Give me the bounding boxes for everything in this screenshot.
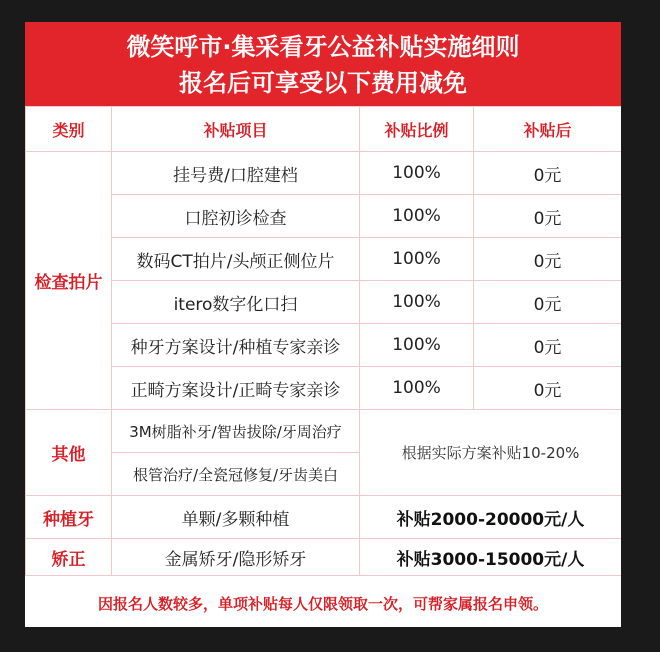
title-banner [25,22,621,106]
item-cell: 挂号费/口腔建档 [112,152,360,195]
subsidy-table [25,106,621,576]
ratio-cell: 100% [360,195,474,238]
after-cell: 0元 [474,195,622,238]
category-implant: 种植牙 [26,496,112,539]
after-cell: 0元 [474,281,622,324]
item-cell: 正畸方案设计/正畸专家亲诊 [112,367,360,410]
table-row [26,496,622,539]
table-row [26,324,622,367]
after-cell: 0元 [474,238,622,281]
footer-notice: 因报名人数较多，单项补贴每人仅限领取一次，可帮家属报名申领。 [97,595,548,613]
category-other: 其他 [26,410,112,496]
title-line-1: 微笑呼市·集采看牙公益补贴实施细则 [126,33,520,61]
other-subsidy-note: 根据实际方案补贴10-20% [360,410,622,496]
after-cell: 0元 [474,367,622,410]
ratio-cell: 100% [360,324,474,367]
item-cell: 单颗/多颗种植 [112,496,360,539]
ratio-cell: 100% [360,367,474,410]
ortho-subsidy: 补贴3000-15000元/人 [360,539,622,576]
table-row [26,195,622,238]
item-cell: 3M树脂补牙/智齿拔除/牙周治疗 [112,410,360,453]
item-cell: 种牙方案设计/种植专家亲诊 [112,324,360,367]
table-row [26,410,622,453]
table-row [26,238,622,281]
table-row [26,152,622,195]
subsidy-card [25,22,621,627]
header-ratio: 补贴比例 [360,107,474,152]
table-row [26,281,622,324]
item-cell: 口腔初诊检查 [112,195,360,238]
ratio-cell: 100% [360,238,474,281]
ratio-cell: 100% [360,152,474,195]
ratio-cell: 100% [360,281,474,324]
after-cell: 0元 [474,152,622,195]
category-ortho: 矫正 [26,539,112,576]
item-cell: 根管治疗/全瓷冠修复/牙齿美白 [112,453,360,496]
implant-subsidy: 补贴2000-20000元/人 [360,496,622,539]
header-after: 补贴后 [474,107,622,152]
category-exam: 检查拍片 [26,152,112,410]
header-item: 补贴项目 [112,107,360,152]
header-category: 类别 [26,107,112,152]
item-cell: itero数字化口扫 [112,281,360,324]
after-cell: 0元 [474,324,622,367]
table-header-row [26,107,622,152]
table-row [26,367,622,410]
table-row [26,539,622,576]
item-cell: 数码CT拍片/头颅正侧位片 [112,238,360,281]
title-line-2: 报名后可享受以下费用减免 [179,69,467,97]
item-cell: 金属矫牙/隐形矫牙 [112,539,360,576]
